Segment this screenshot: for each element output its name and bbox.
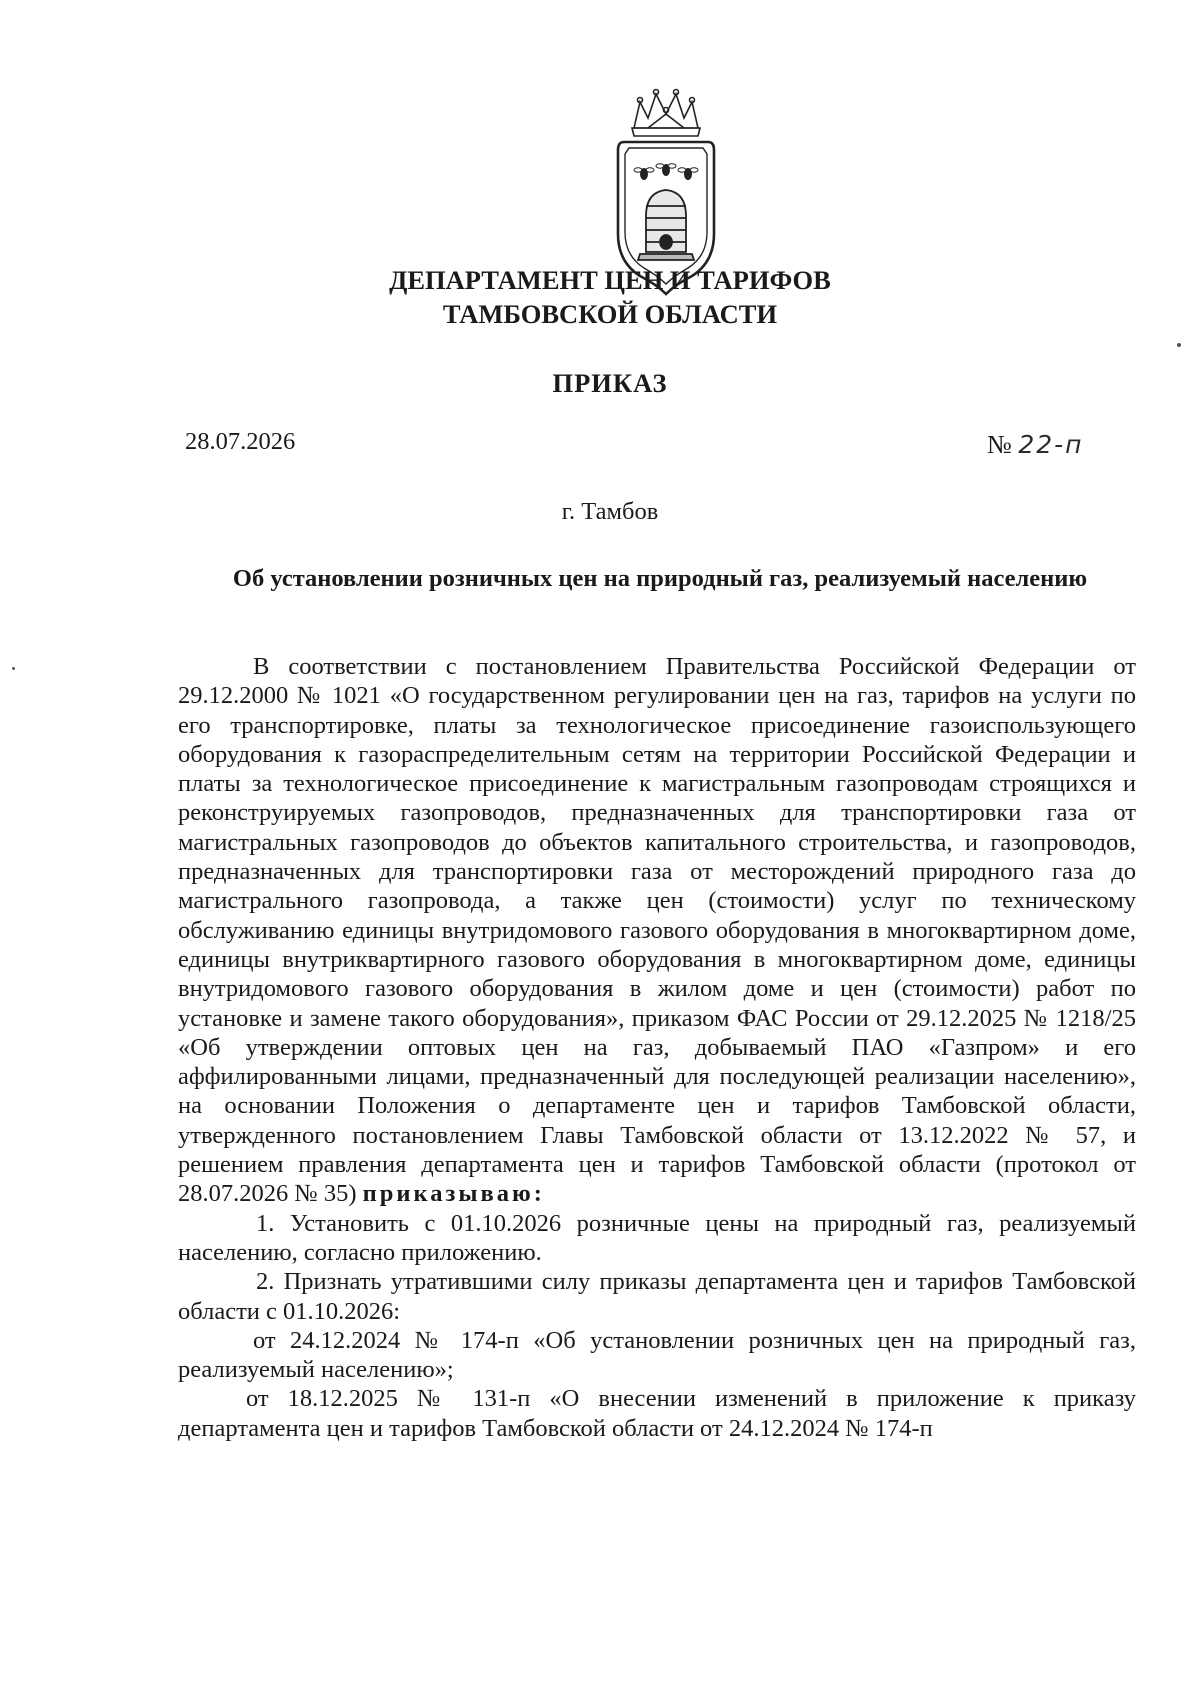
item-1-paragraph: 1. Установить с 01.10.2026 розничные цены на природный газ, реализуемый населению, согласно приложению. <box>178 1209 1136 1266</box>
scan-speck <box>1177 343 1181 347</box>
crown-icon <box>632 90 700 137</box>
preamble-paragraph <box>178 652 1136 1209</box>
order-word: приказываю: <box>362 1180 545 1208</box>
document-city: г. Тамбов <box>561 498 659 525</box>
document-type-heading: ПРИКАЗ <box>552 368 668 398</box>
preamble-text: В соответствии с постановлением Правительства Российской Федерации от 29.12.2000 № 1021 «О государственном регулировании цен на газ, тарифов на услуги по его транспортировке, платы за технологическое присоединение газоиспользующего оборудования к газораспределительным сетям на территории Российской Федерации и платы за технологическое присоединение к магистральным газопроводам строящихся и реконструируемых газопроводов, предназначенных для транспортировки газа от магистральных газопроводов до объектов капитального строительства, и газопроводов, предназначенных для транспортировки газа от месторождений природного газа до магистрального газопровода, а также цен (стоимости) услуг по техническому обслуживанию единицы внутридомового газового оборудования в многоквартирном доме, единицы внутриквартирного газового оборудования в многоквартирном доме, единицы внутридомового газового оборудования в жилом доме и цен (стоимости) работ по установке и замене такого оборудования», приказом ФАС России от 29.12.2025 № 1218/25 «Об утверждении оптовых цен на газ, добываемый ПАО «Газпром» и его аффилированными лицами, предназначенный для последующей реализации населению», на основании Положения о департаменте цен и тарифов Тамбовской области, утвержденного постановлением Главы Тамбовской области от 13.12.2022 № 57, и решением правления департамента цен и тарифов Тамбовской области (протокол от 28.07.2026 № 35) <box>178 653 1136 1208</box>
item-2-paragraph: 2. Признать утратившими силу приказы департамента цен и тарифов Тамбовской области с 01.10.2026: <box>178 1268 1136 1325</box>
number-sign: № <box>987 430 1012 459</box>
organization-name-line1: ДЕПАРТАМЕНТ ЦЕН И ТАРИФОВ <box>389 265 831 295</box>
item-2a-paragraph: от 24.12.2024 № 174-п «Об установлении розничных цен на природный газ, реализуемый населению»; <box>178 1326 1136 1384</box>
scan-speck <box>12 667 15 670</box>
beehive-icon <box>638 190 694 260</box>
item-2b-paragraph: от 18.12.2025 № 131-п «О внесении изменений в приложение к приказу департамента цен и тарифов Тамбовской области от 24.12.2024 № 174-п <box>178 1385 1136 1442</box>
document-body <box>178 652 1136 1443</box>
organization-name-line2: ТАМБОВСКОЙ ОБЛАСТИ <box>442 299 778 329</box>
bees-icon <box>634 164 698 180</box>
document-number <box>987 430 1084 460</box>
handwritten-number: 22-п <box>1018 430 1084 459</box>
document-date: 28.07.2026 <box>185 428 296 455</box>
document-subject-title: Об установлении розничных цен на природный газ, реализуемый населению <box>232 565 1088 592</box>
